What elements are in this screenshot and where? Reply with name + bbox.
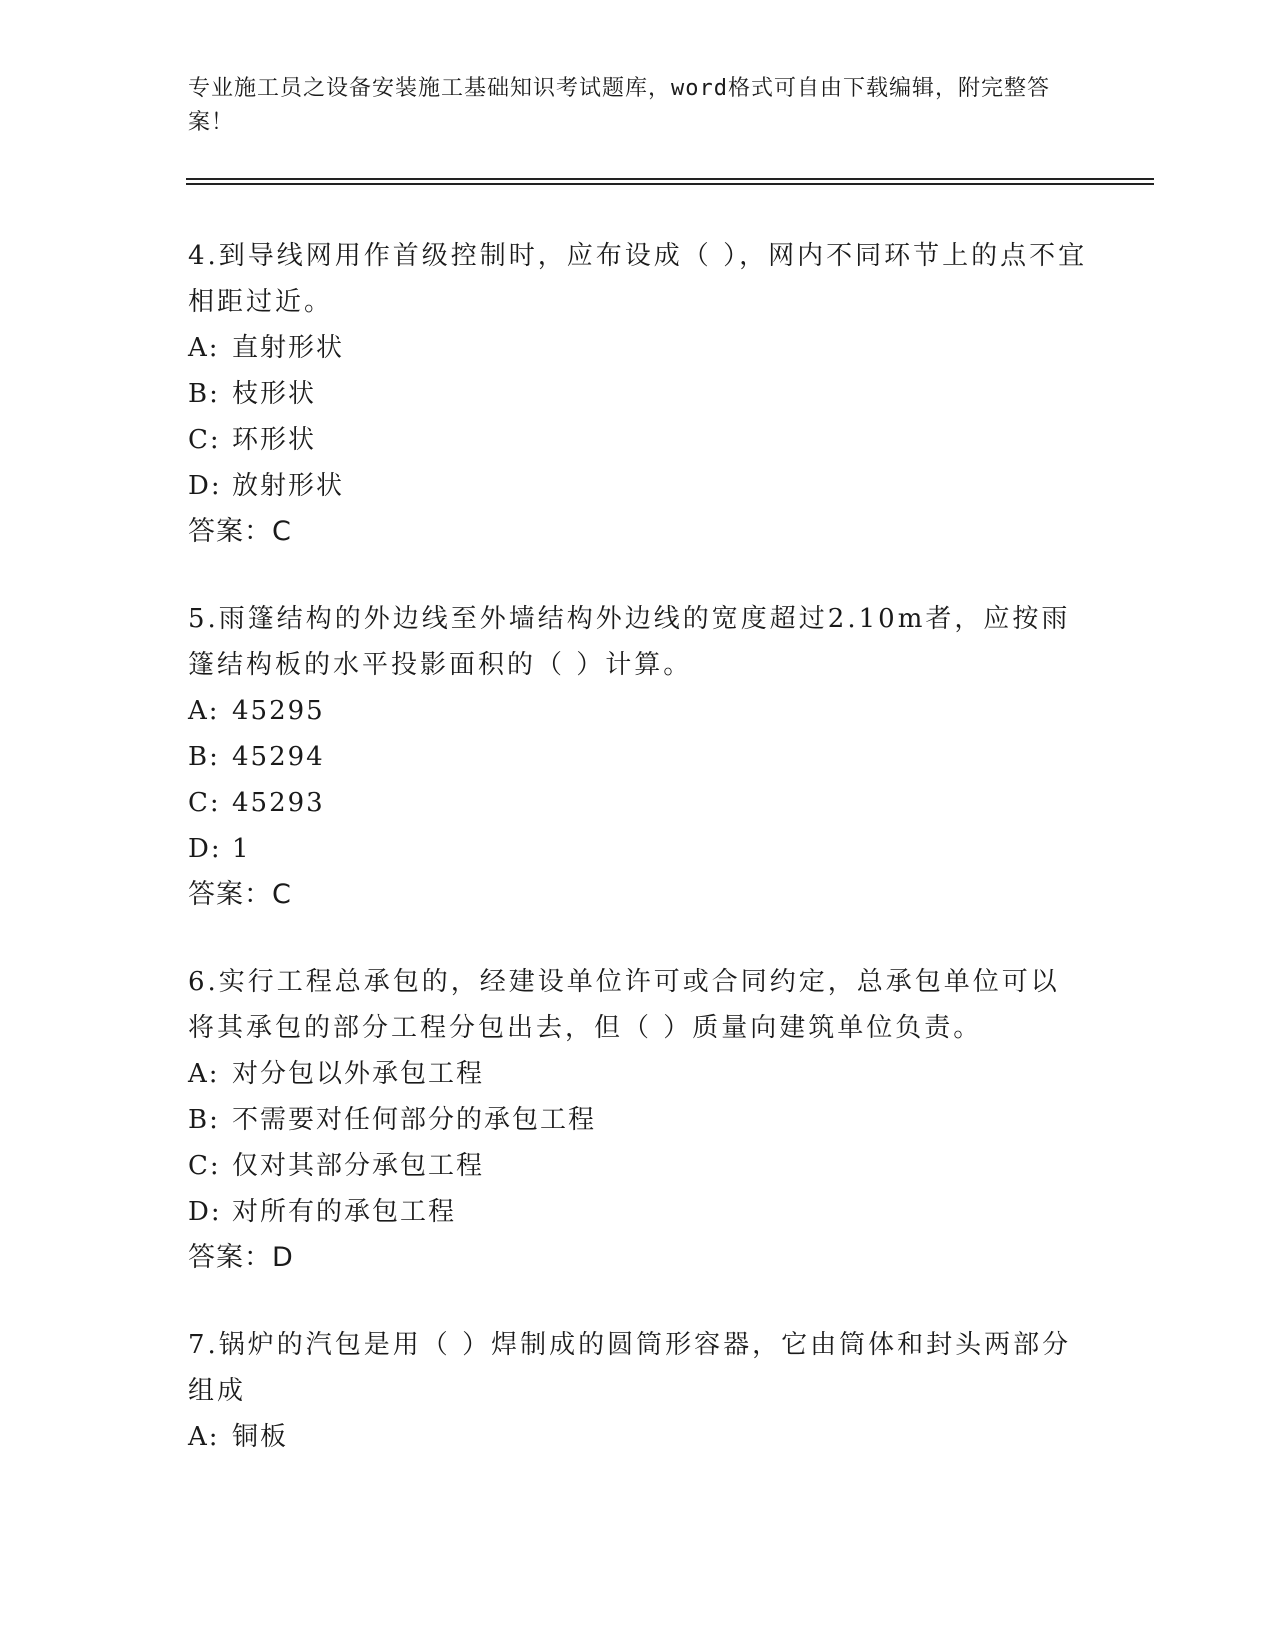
option-text: 1 bbox=[232, 834, 251, 864]
option-letter: B: bbox=[188, 1105, 220, 1135]
option-letter: A: bbox=[188, 696, 220, 726]
option-text: 45293 bbox=[232, 788, 325, 818]
option-text: 对分包以外承包工程 bbox=[232, 1059, 485, 1089]
option-text: 对所有的承包工程 bbox=[232, 1197, 457, 1227]
option-letter: D: bbox=[188, 834, 222, 864]
option-letter: B: bbox=[188, 379, 220, 409]
question-text: 7.锅炉的汽包是用（ ）焊制成的圆筒形容器，它由筒体和封头两部分组成 bbox=[188, 1330, 1072, 1406]
option-text: 不需要对任何部分的承包工程 bbox=[232, 1105, 597, 1135]
option-letter: B: bbox=[188, 742, 220, 772]
header-divider-top bbox=[186, 178, 1154, 180]
option-letter: C: bbox=[188, 425, 221, 455]
option-letter: A: bbox=[188, 1059, 220, 1089]
option-text: 铜板 bbox=[232, 1422, 289, 1452]
answer: 答案：C bbox=[188, 516, 292, 547]
option-b bbox=[188, 1097, 1088, 1143]
option-a bbox=[188, 1414, 1088, 1460]
option-c bbox=[188, 780, 1088, 826]
option-a bbox=[188, 688, 1088, 734]
answer: 答案：C bbox=[188, 879, 292, 910]
option-a bbox=[188, 1051, 1088, 1097]
option-a bbox=[188, 325, 1088, 371]
option-text: 45294 bbox=[232, 742, 325, 772]
option-d bbox=[188, 463, 1088, 509]
option-text: 直射形状 bbox=[232, 333, 345, 363]
option-letter: C: bbox=[188, 788, 221, 818]
option-text: 枝形状 bbox=[232, 379, 317, 409]
option-d bbox=[188, 1189, 1088, 1235]
option-text: 仅对其部分承包工程 bbox=[232, 1151, 485, 1181]
option-c bbox=[188, 1143, 1088, 1189]
document-header bbox=[188, 72, 1068, 140]
question-6 bbox=[188, 959, 1088, 1281]
question-4 bbox=[188, 233, 1088, 555]
option-letter: D: bbox=[188, 471, 222, 501]
question-text: 4.到导线网用作首级控制时，应布设成（ ），网内不同环节上的点不宜相距过近。 bbox=[188, 241, 1088, 317]
option-text: 45295 bbox=[232, 696, 325, 726]
question-5 bbox=[188, 596, 1088, 918]
option-letter: C: bbox=[188, 1151, 221, 1181]
option-text: 环形状 bbox=[232, 425, 317, 455]
question-text: 5.雨篷结构的外边线至外墙结构外边线的宽度超过2.10m者，应按雨篷结构板的水平投影面积的（ ）计算。 bbox=[188, 604, 1071, 680]
question-text: 6.实行工程总承包的，经建设单位许可或合同约定，总承包单位可以将其承包的部分工程分包出去，但（ ）质量向建筑单位负责。 bbox=[188, 967, 1060, 1043]
answer: 答案：D bbox=[188, 1242, 294, 1273]
option-c bbox=[188, 417, 1088, 463]
option-letter: D: bbox=[188, 1197, 222, 1227]
option-b bbox=[188, 734, 1088, 780]
question-7 bbox=[188, 1322, 1088, 1460]
option-d bbox=[188, 826, 1088, 872]
option-letter: A: bbox=[188, 1422, 220, 1452]
option-letter: A: bbox=[188, 333, 220, 363]
header-divider-bottom bbox=[186, 183, 1154, 185]
option-b bbox=[188, 371, 1088, 417]
option-text: 放射形状 bbox=[232, 471, 345, 501]
header-text: 专业施工员之设备安装施工基础知识考试题库，word格式可自由下载编辑，附完整答案！ bbox=[188, 76, 1050, 135]
